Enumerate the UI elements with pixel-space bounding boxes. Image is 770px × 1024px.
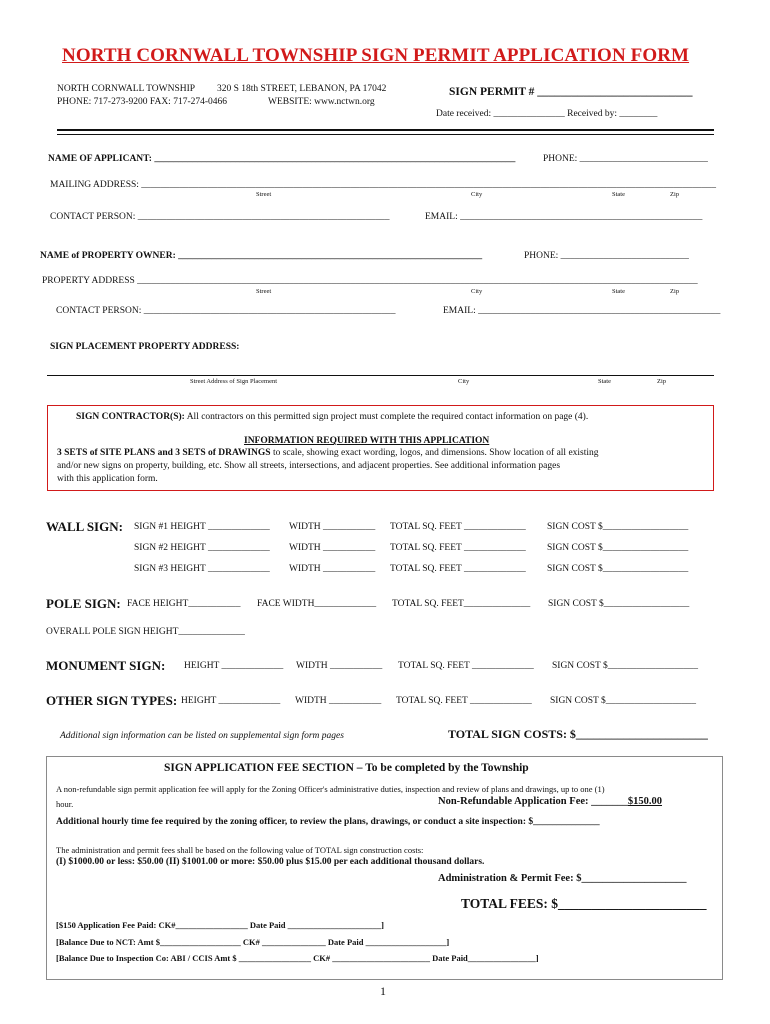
monument-width[interactable]: WIDTH ___________	[296, 661, 383, 671]
owner-state-caption: State	[612, 288, 625, 295]
info-required-line1	[57, 448, 599, 458]
nonref-fee-label: Non-Refundable Application Fee: _______	[438, 796, 628, 807]
application-fee-paid[interactable]: [$150 Application Fee Paid: CK#_________________ Date Paid ______________________]	[56, 920, 384, 930]
township-address: 320 S 18th STREET, LEBANON, PA 17042	[217, 84, 387, 94]
page-title: NORTH CORNWALL TOWNSHIP SIGN PERMIT APPLICATION FORM	[62, 45, 690, 66]
hourly-fee-field[interactable]: Additional hourly time fee required by the zoning officer, to review the plans, drawings, or conduct a site inspection: $______________	[56, 817, 600, 827]
fee-section-heading: SIGN APPLICATION FEE SECTION – To be completed by the Township	[164, 762, 529, 774]
applicant-name-field[interactable]: NAME OF APPLICANT: ____________________________________________________________________________	[48, 154, 516, 164]
owner-street-caption: Street	[256, 288, 272, 295]
other-total[interactable]: TOTAL SQ. FEET _____________	[396, 696, 532, 706]
applicant-zip-caption: Zip	[670, 191, 680, 198]
placement-address-label: SIGN PLACEMENT PROPERTY ADDRESS:	[50, 342, 240, 352]
pole-face-width[interactable]: FACE WIDTH_____________	[257, 599, 377, 609]
wall-sign2-cost[interactable]: SIGN COST $__________________	[547, 543, 689, 553]
applicant-contact-field[interactable]: CONTACT PERSON: _____________________________________________________	[50, 212, 390, 222]
total-sign-costs[interactable]: TOTAL SIGN COSTS: $______________________	[448, 727, 708, 741]
nonref-text-line2: hour.	[56, 799, 74, 809]
supplemental-note: Additional sign information can be listed on supplemental sign form pages	[60, 731, 344, 741]
applicant-city-caption: City	[471, 191, 483, 198]
placement-address-line[interactable]	[47, 375, 714, 376]
placement-zip-caption: Zip	[657, 378, 667, 385]
applicant-email-field[interactable]: EMAIL: ___________________________________________________	[425, 212, 703, 222]
date-received[interactable]: Date received: _______________ Received by: ________	[436, 109, 658, 119]
info-required-line2: and/or new signs on property, building, etc. Show all streets, intersections, and adjacent properties. See additional information pages	[57, 461, 561, 471]
balance-due-inspection[interactable]: [Balance Due to Inspection Co: ABI / CCIS Amt $ _________________ CK# _______________________ Date Paid________________]	[56, 953, 539, 963]
placement-city-caption: City	[458, 378, 470, 385]
other-width[interactable]: WIDTH ___________	[295, 696, 382, 706]
applicant-phone-field[interactable]: PHONE: ___________________________	[543, 154, 708, 164]
pole-total[interactable]: TOTAL SQ. FEET______________	[392, 599, 531, 609]
phone-fax: PHONE: 717-273-9200 FAX: 717-274-0466	[57, 97, 228, 107]
monument-sign-label: MONUMENT SIGN:	[46, 658, 166, 673]
placement-state-caption: State	[598, 378, 611, 385]
owner-city-caption: City	[471, 288, 483, 295]
wall-sign3-cost[interactable]: SIGN COST $__________________	[547, 564, 689, 574]
owner-email-field[interactable]: EMAIL: ___________________________________________________	[443, 306, 721, 316]
other-sign-label: OTHER SIGN TYPES:	[46, 693, 178, 708]
applicant-state-caption: State	[612, 191, 625, 198]
contractor-text: All contractors on this permitted sign project must complete the required contact information on page (4).	[186, 412, 589, 422]
wall-sign1-height[interactable]: SIGN #1 HEIGHT _____________	[134, 522, 270, 532]
admin-permit-fee-field[interactable]: Administration & Permit Fee: $____________________	[438, 873, 687, 884]
township-name: NORTH CORNWALL TOWNSHIP	[57, 84, 196, 94]
pole-sign-label: POLE SIGN:	[46, 596, 121, 611]
info-required-bold: 3 SETS of SITE PLANS and 3 SETS of DRAWINGS	[57, 448, 271, 458]
wall-sign1-cost[interactable]: SIGN COST $__________________	[547, 522, 689, 532]
wall-sign2-width[interactable]: WIDTH ___________	[289, 543, 376, 553]
placement-street-caption: Street Address of Sign Placement	[190, 378, 278, 385]
contractor-label: SIGN CONTRACTOR(S):	[76, 412, 185, 422]
balance-due-nct[interactable]: [Balance Due to NCT: Amt $___________________ CK# _______________ Date Paid ___________________]	[56, 937, 450, 947]
nonref-fee	[438, 796, 662, 807]
page-number: 1	[380, 984, 386, 998]
other-height[interactable]: HEIGHT _____________	[181, 696, 281, 706]
other-cost[interactable]: SIGN COST $___________________	[550, 696, 697, 706]
pole-cost[interactable]: SIGN COST $__________________	[548, 599, 690, 609]
wall-sign2-height[interactable]: SIGN #2 HEIGHT _____________	[134, 543, 270, 553]
admin-fee-rates: (I) $1000.00 or less: $50.00 (II) $1001.00 or more: $50.00 plus $15.00 per each additional thousand dollars.	[56, 857, 485, 867]
applicant-mailing-field[interactable]: MAILING ADDRESS: _________________________________________________________________________________________________________________________	[50, 180, 717, 190]
owner-zip-caption: Zip	[670, 288, 680, 295]
sign-permit-number[interactable]: SIGN PERMIT # ___________________________	[449, 86, 693, 98]
info-required-text1: to scale, showing exact wording, logos, and dimensions. Show location of all existing	[270, 448, 599, 458]
wall-sign3-total[interactable]: TOTAL SQ. FEET _____________	[390, 564, 526, 574]
wall-sign2-total[interactable]: TOTAL SQ. FEET _____________	[390, 543, 526, 553]
info-required-heading: INFORMATION REQUIRED WITH THIS APPLICATION	[244, 436, 490, 446]
wall-sign3-width[interactable]: WIDTH ___________	[289, 564, 376, 574]
owner-name-field[interactable]: NAME of PROPERTY OWNER: ________________________________________________________________	[40, 251, 483, 261]
owner-address-field[interactable]: PROPERTY ADDRESS ______________________________________________________________________________________________________________________	[42, 276, 698, 286]
nonref-fee-value: $150.00	[627, 796, 663, 807]
wall-sign1-width[interactable]: WIDTH ___________	[289, 522, 376, 532]
contractor-notice	[76, 412, 588, 422]
header-divider-top	[57, 129, 714, 131]
applicant-street-caption: Street	[256, 191, 272, 198]
pole-face-height[interactable]: FACE HEIGHT___________	[127, 599, 241, 609]
owner-phone-field[interactable]: PHONE: ___________________________	[524, 251, 689, 261]
website: WEBSITE: www.nctwn.org	[268, 97, 375, 107]
total-fees-field[interactable]: TOTAL FEES: $______________________	[461, 896, 707, 911]
header-divider-bottom	[57, 134, 714, 135]
monument-total[interactable]: TOTAL SQ. FEET _____________	[398, 661, 534, 671]
monument-height[interactable]: HEIGHT _____________	[184, 661, 284, 671]
admin-fee-text: The administration and permit fees shall be based on the following value of TOTAL sign construction costs:	[56, 845, 424, 855]
monument-cost[interactable]: SIGN COST $___________________	[552, 661, 699, 671]
owner-contact-field[interactable]: CONTACT PERSON: _____________________________________________________	[56, 306, 396, 316]
pole-overall-height[interactable]: OVERALL POLE SIGN HEIGHT______________	[46, 627, 245, 637]
info-required-line3: with this application form.	[57, 474, 158, 484]
wall-sign1-total[interactable]: TOTAL SQ. FEET _____________	[390, 522, 526, 532]
wall-sign3-height[interactable]: SIGN #3 HEIGHT _____________	[134, 564, 270, 574]
wall-sign-label: WALL SIGN:	[46, 519, 123, 534]
nonref-text-line1: A non-refundable sign permit application fee will apply for the Zoning Officer's administrative duties, inspection and review of plans and drawings, up to one (1)	[56, 784, 605, 794]
